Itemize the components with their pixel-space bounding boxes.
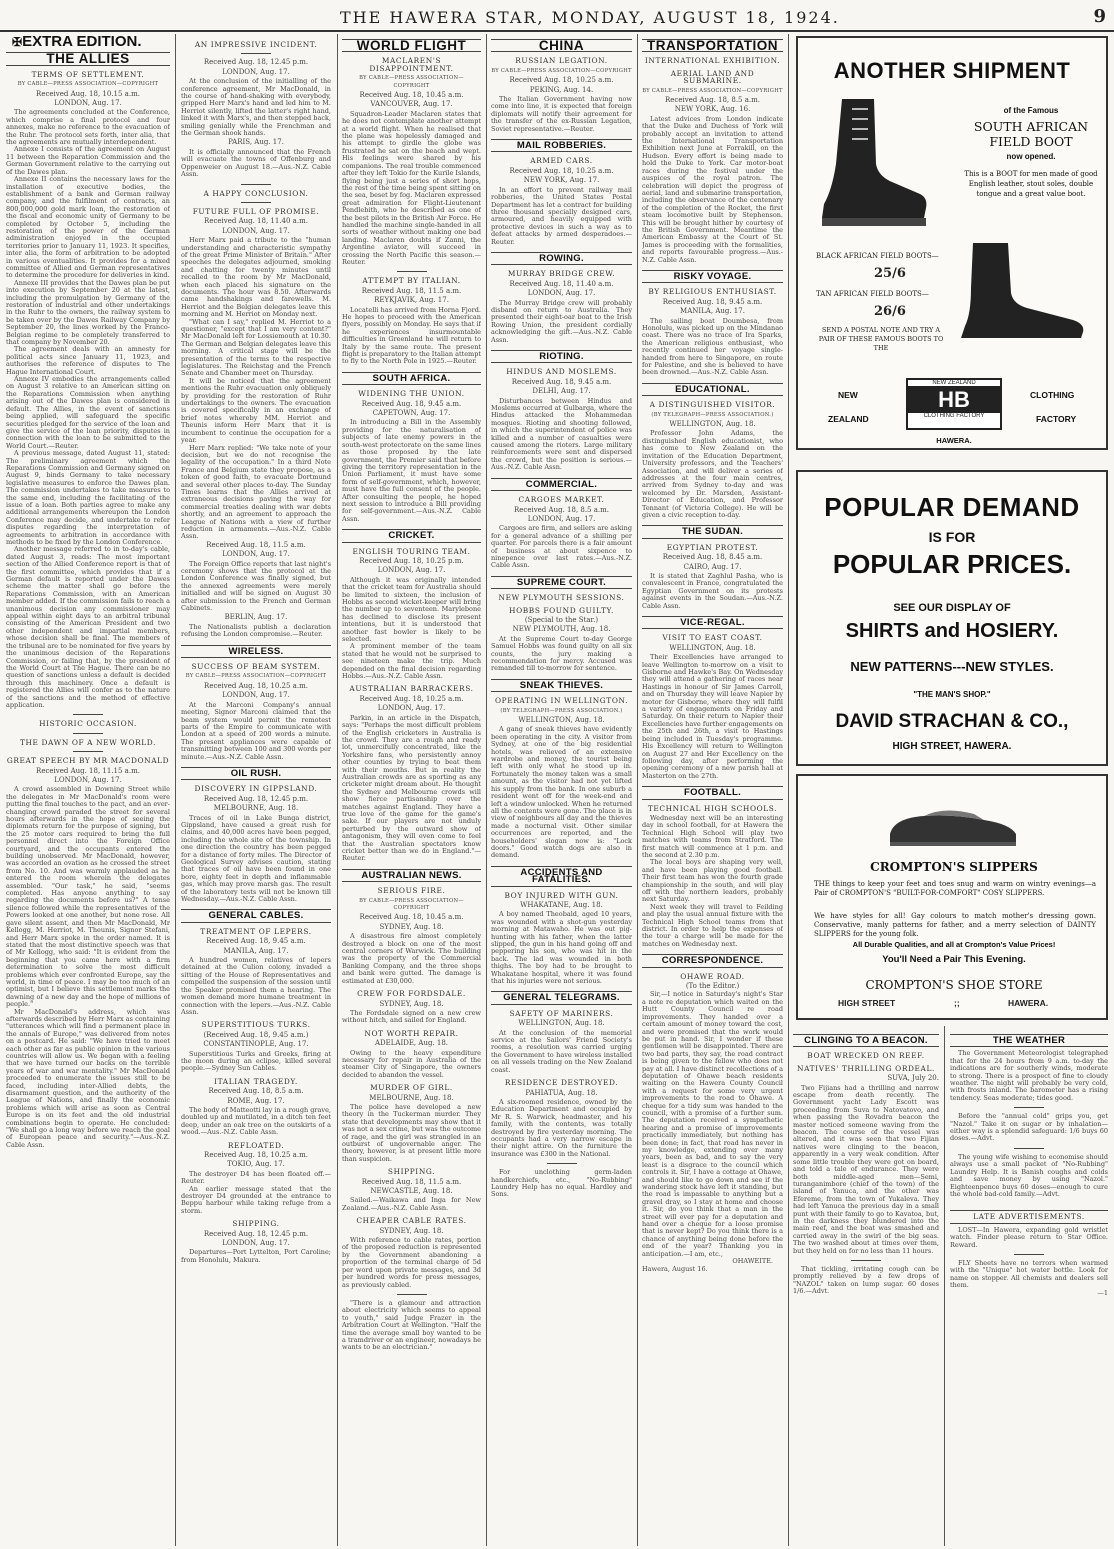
- paragraph: In an effort to prevent railway mail robberies, the United States Postal Department has let a contract for building three thousand specially designed cars, armoured, and heavily equipped with protective devices in such a way as to defeat attacks by armed desperadoes.—Reuter.: [491, 185, 632, 246]
- received: Received Aug. 18, 12.45 p.m.: [203, 58, 309, 67]
- ad-line: SOUTH AFRICAN: [973, 119, 1089, 134]
- paragraph: Annexe II contains the necessary laws for the installation of executive bodies, the establishment of a bank and German railway company, and the fulfilment of contracts, an 800,000,000 gold mark loan, the restoration of the fiscal and economic unity of Germany to be completed by October 5, including the restoration of the power of the German administration enjoyed in the occupied territories prior to January 11, 1923. It specifies, inter alia, the form of arbitration to be adopted in various eventualities. It provides for a mixed committee of Allied and German representatives to determine the procedure for deliveries in kind.: [6, 175, 170, 280]
- dateline: PEKING, Aug. 14.: [529, 85, 594, 94]
- subhead: AN IMPRESSIVE INCIDENT.: [194, 40, 318, 49]
- ad-strachan: [796, 470, 1108, 766]
- headline-world-flight: WORLD FLIGHT: [342, 39, 481, 52]
- divider: [1014, 1107, 1044, 1108]
- received: Received Aug. 18, 11.40 a.m.: [204, 217, 308, 226]
- column-3: [342, 36, 481, 1544]
- paragraph: A gang of sneak thieves have evidently been operating in the city. A visitor from Sydney, at one of the big residential hotels, was relieved of an extensive wardrobe and money, the tourist being left with only what he stood up in. Fortunately the money taken was a small amount, as the visitor had not yet lifted his supply from the bank. In one suburb a resident went off for the week-end and left a window unlocked. When he returned all the contents were gone. The place is in view of neighbours all day and the thieves made a nocturnal visit. Other similar occurrences are reported, and the householders' slogan now is: "Lock doors." Good watch dogs are also in demand.: [491, 725, 632, 860]
- dateline: LONDON, Aug. 17.: [222, 67, 290, 76]
- ad-line: This is a BOOT for men made of good English leather, stout soles, double tongue and a great value boot.: [964, 170, 1098, 198]
- section-heading: SOUTH AFRICA.: [342, 372, 481, 385]
- divider: [851, 1260, 881, 1261]
- paragraph: Superstitious Turks and Greeks, firing at the moon during an eclipse, killed several people.—Sydney Sun Cables.: [181, 1049, 331, 1073]
- subhead: SHIPPING.: [387, 1167, 436, 1177]
- subhead: DISCOVERY IN GIPPSLAND.: [194, 784, 318, 794]
- received: Received Aug. 18, 8.45 a.m.: [662, 553, 763, 562]
- subhead: RUSSIAN LEGATION.: [515, 56, 608, 66]
- dateline: WHAKATANE, Aug. 18.: [520, 900, 603, 909]
- ad-line: NEW PATTERNS---NEW STYLES.: [850, 659, 1054, 674]
- column-2: [181, 36, 331, 1544]
- dateline: WELLINGTON, Aug. 18.: [669, 420, 756, 429]
- paragraph: A crowd assembled in Downing Street while the delegates in Mr MacDonald's room were putting the final touches to the pact, and an ever-changing crowd paraded the street for several hours afterwards in the hope of seeing the diplomats return for the purpose of signing, but the 25 motor cars required to bring the full personnel direct into the Foreign Office courtyard, and the occupants entered the building unobserved. Mr MacDonald, however, was accorded an ovation as he crossed the street from No. 10. And was warmly applauded as he entered the room wherein the delegates assembled. "Our task," he said, "seems completed. Has anyone anything to say regarding the documents before us?" A tense silence followed while the representatives of the Powers looked at one another, but none rose. All gave silent assent, and then Mr MacDonald, Mr Kellogg, M. Herriot, M. Theunis, Signor Stefani, and Herr Marx spoke in the order named. It is stated that the most distinctive speech was that of Mr Kellogg, who said: "It is evident from the beginning that you came here with a firm determination to solve the most difficult problems which ever confronted Europe, say the world, in time of peace. I may be too much of an optimist, but I believe this settlement marks the dawning of a new day and the hope of millions of people.": [6, 785, 170, 1009]
- logo-text: NEW ZEALAND: [908, 380, 1000, 387]
- ad-line: NEW: [838, 390, 858, 400]
- logo-text: HB: [908, 387, 1000, 413]
- paragraph: The Italian Government having now come into line, it is expected that foreign diplomats will notify their agreement for the transfer of the ex-Russian Legation, Soviet representative.—Reuter.: [491, 95, 632, 133]
- subhead: AUSTRALIAN BARRACKERS.: [349, 684, 474, 694]
- ad-line: POPULAR DEMAND: [824, 492, 1080, 522]
- paragraph: Mr MacDonald's address, which was afterwards described by Herr Marx as containing "utterances which will find a permanent place in the annals of Europe," was delivered from notes on a postcard. He said: "We have tried to meet each other as far as public opinion in the various countries will allow us. We began with a feeling that we have turned our backs on the terrible years of war and war mentality." Mr MacDonald proceeded to enumerate the issues still to be faced, including inter-Allied debts, the disarmament question, and the authority of the League of Nations, and finally the economic problems which will arise as soon as Central Europe is on its feet and the old industrial combinations begin to operate. He concluded: "We shall go a long way before we reach the goal of European peace and security."—Aus.-N.Z. Cable Assn.: [6, 1007, 170, 1149]
- credit: (BY TELEGRAPH—PRESS ASSOCIATION.): [500, 707, 623, 714]
- dateline: LONDON, Aug. 17.: [222, 691, 290, 700]
- masthead: [0, 0, 1114, 32]
- paragraph: Herr Marx replied: "We take note of your decision, but we do not recognise the legality of the occupation." In a third Note France and Belgium state they propose, as a token of good faith, to evacuate Dortmund and several other places to-day. The Sunday Times learns that the Allies arrived at extraneous decisions paving the way for commercial treaties dealing with war debts shortly, and an agreement to approach the League of Nations with a view of further reduction in armaments.—Aus.-N.Z. Cable Assn.: [181, 443, 331, 541]
- credit: BY CABLE—PRESS ASSOCIATION—COPYRIGHT: [359, 75, 464, 89]
- subhead: OHAWE ROAD.: [680, 971, 745, 981]
- extra-edition: ✠EXTRA EDITION.: [12, 36, 142, 50]
- dateline: NEW YORK, Aug. 17.: [523, 176, 600, 185]
- section-heading: ROWING.: [491, 252, 632, 265]
- dateline: CAPETOWN, Aug. 17.: [372, 409, 451, 418]
- credit: BY CABLE—PRESS ASSOCIATION—COPYRIGHT: [17, 81, 159, 88]
- column-4: [491, 36, 632, 1544]
- masthead-title: THE HAWERA STAR, MONDAY, AUGUST 18, 1924.: [340, 8, 840, 27]
- received: Received Aug. 18, 9.45 a.m.: [662, 297, 763, 306]
- received: Received Aug. 18, 10.25 a.m.: [359, 694, 464, 703]
- received: Received Aug. 18, 10.15 a.m.: [36, 89, 140, 98]
- section-heading: GENERAL TELEGRAMS.: [491, 991, 632, 1004]
- subhead: BY RELIGIOUS ENTHUSIAST.: [648, 287, 777, 297]
- dateline: LONDON, Aug. 17.: [54, 99, 122, 108]
- subhead: CREW FOR FORDSDALE.: [357, 989, 466, 999]
- dateline: LONDON, Aug. 17.: [222, 1239, 290, 1248]
- paragraph: A previous message, dated August 11, stated: The preliminary agreement which the Reparations Commission and Germany signed on August 9, binds Germany to take necessary legislative measures to enforce the Dawes plan. The commission undertakes to take measures to the same end, including the facilitating of the issue of a loan. Both parties agree to make any additional arrangements whereupon the London Conference may decide, and undertake to refer disputes regarding the interpretation of agreements to arbitration in accordance with methods to be fixed by the London Conference.: [6, 449, 170, 546]
- ad-line: ;;: [954, 998, 960, 1008]
- paragraph: Disturbances between Hindus and Moslems occurred at Gulbarga, where the Hindus attacked the Mohammedan mosques. Rioting and shooting followed, in which the superintendent of police was killed and a number of casualties were caused among the rioters. Large military reinforcements were sent and dispersed the crowd, but the position is serious.—Aus.-N.Z. Cable Assn.: [491, 396, 632, 472]
- paragraph: With reference to cable rates, portion of the proposed reduction is represented by the Government abandoning a proportion of the terminal charge of 5d per word upon private messages, and 3d per hundred words for press messages, as previously cabled.: [342, 1236, 481, 1289]
- credit: BY CABLE—PRESS ASSOCIATION—COPYRIGHT: [185, 673, 327, 680]
- paragraph: At the conclusion of the memorial service at the Sailors' Friend Society's rooms, a resolution was carried urging the Government to have wireless installed on all vessels trading on the New Zealand coast.: [491, 1028, 632, 1074]
- dateline: CONSTANTINOPLE, Aug. 17.: [203, 1040, 309, 1049]
- ad-title: ANOTHER SHIPMENT: [833, 58, 1071, 83]
- received: Received Aug. 18, 8.5 a.m.: [665, 96, 760, 105]
- subhead: RESIDENCE DESTROYED.: [504, 1078, 619, 1088]
- paragraph: "There is a glamour and attraction about electricity which seems to appeal to youth," said Judge Frazer in the Arbitration Court at Wellington. "Half the time the average small boy wanted to be a tramdriver or an engineer, nowadays he wants to be an electrician.": [342, 1298, 481, 1352]
- ad-line: ZEALAND: [828, 414, 869, 424]
- subhead: SERIOUS FIRE.: [377, 886, 446, 896]
- subhead: HISTORIC OCCASION.: [39, 719, 137, 729]
- dateline: CAIRO, Aug. 17.: [683, 562, 742, 571]
- received: Received Aug. 18, 9.45 a.m.: [511, 377, 612, 386]
- ad-line: THE things to keep your feet and toes snug and warm on wintry evenings—a Pair of CROMPTON'S "BUILT-FOR-COMFORT" COSY SLIPPERS.: [814, 880, 1096, 897]
- divider: [1014, 1254, 1044, 1255]
- slipper-icon: [884, 794, 1024, 850]
- paragraph: Two Fijians had a thrilling and narrow escape from death recently. The Government yacht Lady Escott was proceeding from Suva to Natovatovo, and when passing the Rovadra beacon the master noticed someone waving from the beacon. The course of the vessel was altered, and it was seen that two Fijian natives were clinging to the beacon, apparently in a very weak condition. After some little trouble they were got on board, and told a tale of endurance. They were both middle-aged men—Semi, turanganimbore (chief of the town) of the island of Yanuca, and the other was Efereme, from the town of Yukaleva. They had left Yanuca the previous day in a small punt with their family to go to Kavatoa, but, in the darkness they blundered into the main reef, and the boat was smashed and carried away in the swirl of the big seas. The two washed about at times over them, but they held on for no less than 11 hours.: [793, 1083, 939, 1255]
- dateline: MELBOURNE, Aug. 18.: [369, 1093, 454, 1102]
- ad-crompton: [796, 774, 1108, 1020]
- dateline: LONDON, Aug. 17.: [54, 775, 122, 784]
- dateline: LONDON, Aug. 17.: [377, 566, 446, 575]
- paragraph: In introducing a Bill in the Assembly providing for the naturalisation of subjects of late enemy powers in the south-west protectorate on the same lines as those proposed by the late government, the Premier said that before giving the territory representation in the Union Parliament, it must have some form of self-government, which, however, must have the full consent of the people. After consulting the people, he hoped next session to introduce a Bill providing for self-government.—Aus.-N.Z. Cable Assn.: [342, 418, 481, 523]
- paragraph: Although it was originally intended that the cricket team for Australia should be limited to sixteen, the inclusion of Hobbs as second wicket-keeper will bring the number up to seventeen. Marylebone has declined to disclose its present intentions, but it is understood that another fast bowler is likely to be selected.: [342, 575, 481, 644]
- subhead: ATTEMPT BY ITALIAN.: [362, 276, 461, 286]
- paragraph: A hundred women, relatives of lepers detained at the Culion colony, invaded a sitting of the House of Representatives and compelled the suspension of the session until the Speaker promised them a hearing. The women demand more humane treatment in connection with the lepers.—Aus.-N.Z. Cable Assn.: [181, 956, 331, 1016]
- paragraph: The agreements concluded at the Conference, which comprise a final protocol and four annexes, make no reference to the evacuation of the Ruhr. The protocol sets forth, inter alia, that the agreements are mutually interdependent.: [6, 108, 170, 147]
- ad-line: SHIRTS and HOSIERY.: [845, 620, 1059, 642]
- received: Received Aug. 18, 8.5 a.m.: [514, 505, 609, 514]
- logo-text: CLOTHING FACTORY: [923, 413, 985, 419]
- location: Hawera, August 16.: [642, 1264, 708, 1273]
- paragraph: Annexe III provides that the Dawes plan be put into execution by September 20 at the latest, including the promulgation by Germany of the restoration of industrial and other undertakings in the Ruhr to the owners, the railway system to be taken over by the Dawes Railway Company by September 20, the lines worked by the Franco-Belgian regime to be completely transferred to that company by November 20.: [6, 278, 170, 347]
- section-heading: EDUCATIONAL.: [642, 383, 783, 396]
- ad-price: 26/6: [874, 304, 906, 319]
- paragraph: Wednesday next will be an interesting day in school football, for at Hawera the Technical High School will play two matches with teams from Stratford. The first match will commence at 1 p.m. and the second at 2.30 p.m.: [642, 813, 783, 859]
- received: Received Aug. 18, 10.25 a.m.: [204, 1151, 308, 1159]
- star-icon: ✠: [12, 36, 23, 49]
- paragraph: For unclothing germ-laden handkerchiefs, etc., "No-Rubbing" Laundry Help has no equal. Hardley and Sons.: [491, 1168, 632, 1199]
- paragraph: The Foreign Office reports that last night's ceremony shows that the protocol at the London Conference was finally signed, but the annexed agreements were merely initialled and will be signed on August 30 after submission to the French and German Cabinets.: [181, 559, 331, 613]
- divider: [241, 184, 271, 185]
- divider: [73, 733, 103, 734]
- dateline: SYDNEY, Aug. 18.: [379, 1226, 444, 1235]
- paragraph: Their Excellencies have arranged to leave Wellington to-morrow on a visit to Gisborne and Hawke's Bay. On Wednesday they will attend a gathering of races near Hastings in honour of Sir James Carroll, and on Thursday they will leave Napier by motor for Gisborne, where they will fulfil a variety of engagements on Friday and Saturday. On their return to Napier their Excellencies have further engagements on the 25th and 26th, a visit to Hastings being included in Tuesday's programme. His Excellency will return to Wellington on August 27 and Her Excellency on the following day, after performing the opening ceremony of a new parish hall at Masterton on the 27th.: [642, 653, 783, 780]
- subhead: NATIVES' THRILLING ORDEAL.: [797, 1063, 935, 1073]
- paragraph: Next week they will travel to Feilding and play the usual annual fixture with the Technical High School teams from that district. In order to help the expenses of the tour a charge will be made for the matches on Wednesday next.: [642, 902, 783, 948]
- subhead: WIDENING THE UNION.: [358, 389, 465, 399]
- section-heading: WIRELESS.: [181, 645, 331, 658]
- dateline: PARIS, Aug. 17.: [228, 138, 284, 147]
- section-heading: ACCIDENTS AND FATALITIES.: [491, 866, 632, 887]
- dateline: REYKJAVIK, Aug. 17.: [374, 296, 449, 305]
- subhead: BOAT WRECKED ON REEF.: [807, 1051, 925, 1061]
- column-rule: [637, 34, 638, 1546]
- paragraph: Professor John Adams, the distinguished English educationist, who has come to New Zealand on the invitation of the Education Department, University professors, and the Teachers' Association, and will deliver a series of addresses at the four main centres, arrived from Sydney to-day and was welcomed by Dr. Marsden, Assistant-Director of Education, and Professor Tennant (of Victoria College). He will be given a civic reception to-day.: [642, 429, 783, 519]
- dateline: LONDON, Aug. 17.: [222, 226, 290, 235]
- dateline: WELLINGTON, Aug. 18.: [669, 643, 756, 652]
- received: Received Aug. 18, 11.40 a.m.: [509, 279, 614, 288]
- paragraph: Cargoes are firm, and sellers are asking for a general advance of a shilling per quarter. For parcels there is a fair amount of business at about sixpence to ninepence over last rates.—Aus.-N.Z. Cable Assn.: [491, 524, 632, 570]
- dateline: NEW PLYMOUTH, Aug. 18.: [512, 625, 611, 634]
- subhead: INTERNATIONAL EXHIBITION.: [644, 56, 781, 66]
- headline-allies: THE ALLIES: [6, 52, 170, 65]
- paragraph: The body of Matteotti lay in a rough grave, doubled up and mutilated, in a ditch ten feet deep, under an oak tree on the outskirts of a wood.—Aus.-N.Z. Cable Assn.: [181, 1105, 331, 1137]
- received: Received Aug. 18, 11.5 a.m.: [361, 1177, 462, 1186]
- boot-icon: [812, 94, 932, 234]
- ad-line: "THE MAN'S SHOP.": [913, 690, 991, 699]
- column-rule: [175, 34, 176, 1546]
- paragraph: Sailed.—Waikawa and Inga for New Zealand.—Aus.-N.Z. Cable Assn.: [342, 1196, 481, 1212]
- hb-logo: [906, 378, 1002, 430]
- divider: [397, 271, 427, 272]
- received: Received Aug. 18, 10.45 a.m.: [359, 913, 464, 922]
- classified-ad: FLY Sheets have no terrors when warmed with the "Unique" hot water bottle. Look for name on stopper. All chemists and dealers sell them.: [950, 1258, 1108, 1290]
- section-heading: AUSTRALIAN NEWS.: [342, 869, 481, 882]
- section-heading: SNEAK THIEVES.: [491, 679, 632, 692]
- dateline: LONDON, Aug. 17.: [527, 514, 596, 523]
- section-heading: COMMERCIAL.: [491, 478, 632, 491]
- divider: [73, 751, 103, 752]
- received: Received Aug. 18, 12.45 p.m.: [203, 1229, 309, 1238]
- ad-line: You'll Need a Pair This Evening.: [882, 954, 1026, 965]
- dateline: ROME, Aug. 17.: [227, 1096, 285, 1105]
- slipper-boot-illustration-icon: [953, 238, 1103, 348]
- paragraph: Squadron-Leader Maclaren states that he does not contemplate another attempt at a world flight. When he realised that the plane was hopelessly damaged and his attempt to girdle the globe was frustrated he sat on the beach and wept. His feelings were shared by his companions. The real trouble commenced after they left Tokio for the Kurile Islands, flying being just a series of short hops, the rest of the time being spent sitting on the sea, beset by fog. Maclaren expressed great admiration for Flight-Lieutenant Pendlebith, who he described as one of the best pilots in the British Air Force. He handled the machine single-handed in all sorts of weather without making one bad landing. Maclaren doubts if Zanni, the Argentine aviator, will succeed in crossing the North Pacific this season.—Reuter.: [342, 109, 481, 266]
- subhead: NOT WORTH REPAIR.: [364, 1028, 459, 1038]
- column-6b: [950, 1028, 1108, 1544]
- paragraph: A six-roomed residence, owned by the Education Department and occupied by Mr R. S. Warwick, headmaster, and his family, with the contents, was totally destroyed by fire yesterday morning. The occupants had a very narrow escape in their night attire. On the furniture the insurance was £300 in the National.: [491, 1097, 632, 1158]
- paragraph: Herr Marx paid a tribute to the "human understanding and characteristic sympathy of the great Prime Minister of Britain." After speeches the delegates adjourned, smoking and chatting for twenty minutes until recalled to the room by Mr MacDonald, when each placed his signature on the documents. The hour was 8.50. Afterwards came handshakings and farewells. M. Herriot and the Belgian delegates leave this morning and M. Herriot on Monday next.: [181, 236, 331, 319]
- paragraph: Parkin, in an article in the Dispatch, says: "Perhaps the most difficult problem of the English cricketers in Australia is the crowd. They are a rough and ready lot, unmercifully concentrated, like the Yorkshire fans, who persistently annoy other counties by trying to beat them with their mouths. But in reality the Australian crowds are as sporting as any cricketer might dream about. He thought the Sydney and Melbourne crowds will show fierce partisanship over the matches against England. They have a true love of the game for the game's sake. If our players are not unduly perturbed by the outward show of antagonism, they will even come to feel that the Australian spectators know cricket better than we do in England."—Reuter.: [342, 713, 481, 863]
- section-heading: MAIL ROBBERIES.: [491, 139, 632, 152]
- column-1: [6, 36, 170, 1544]
- received: Received Aug. 18, 11.5 a.m.: [206, 540, 306, 549]
- section-heading: FOOTBALL.: [642, 786, 783, 799]
- subhead: SUPERSTITIOUS TURKS.: [201, 1020, 311, 1030]
- credit: BY CABLE—PRESS ASSOCIATION—COPYRIGHT: [359, 897, 464, 912]
- divider: [547, 1163, 577, 1164]
- paragraph: Locatelli has arrived from Horna Fjord. He hopes to proceed with the American flyers, possibly on Monday. He says that if he experiences insurmountable difficulties in Greenland he will return to Italy by the same route. The present flight is preparatory to the Italian attempt to fly to the North Pole in 1925.—Reuter.: [342, 305, 481, 366]
- section-heading: OIL RUSH.: [181, 767, 331, 780]
- ad-line: FIELD BOOT: [989, 134, 1073, 149]
- paragraph: A disastrous fire almost completely destroyed a block on one of the most central corners of Warwick. The building was the property of the Commercial Banking Company, and the three shops and bank were gutted. The damage is estimated at £30,000.: [342, 932, 481, 985]
- section-heading: CRICKET.: [342, 529, 481, 542]
- paragraph: The Murray Bridge crew will probably disband on return to Australia. They presented their eight-oar boat to the Irish Rowing Union, the president cordially acknowledging the gift.—Aus.-N.Z. Cable Assn.: [491, 298, 632, 344]
- received: Received Aug. 18, 12.45 p.m.: [203, 794, 309, 803]
- ad-line: now opened.: [1006, 152, 1056, 161]
- ad-line: DAVID STRACHAN & CO.,: [835, 711, 1069, 732]
- section-heading: GENERAL CABLES.: [181, 909, 331, 922]
- paragraph: Another message referred to in to-day's cable, dated August 3, reads: The most important section of the Allied Conference report is that of the first committee, which provides that if a German default is reported under the Dawes scheme the matter shall go before the Reparations Commission, with an American member added. If the commission fails to reach a unanimous decision any commissioner may appeal within eight days to an arbitral tribunal consisting of the American President and two other independent and impartial members, whose decision shall be final. The members of the tribunal are to be nominated for five years by the unanimous decision of the Reparations Commission, or failing that, by the president of the World Court at The Hague. There can be no question of sanctions unless a default is decided through this machinery. Once a default is registered the Allies will confer as to the nature of the sanctions and the method of effective application.: [6, 545, 170, 709]
- subhead: ARMED CARS.: [530, 156, 593, 166]
- dateline: VANCOUVER, Aug. 17.: [370, 100, 453, 109]
- ad-line: SEND A POSTAL NOTE AND TRY A PAIR OF THESE FAMOUS BOOTS TO THE: [818, 326, 944, 352]
- divider: [1014, 1148, 1044, 1149]
- paragraph: It will be noticed that the agreement mentions the Ruhr evacuation only obliquely by providing for the restoration of Ruhr undertakings to the owners. The evacuation is covered specifically in an exchange of brief notes whereby MM. Herriot and Theunis inform Herr Marx that it is incumbent to continue the occupation for a year.: [181, 376, 331, 445]
- subhead: FUTURE FULL OF PROMISE.: [192, 206, 320, 216]
- received: Received Aug. 18, 8.5 a.m.: [208, 1087, 304, 1096]
- paragraph: Annexe IV embodies the arrangements called on August 3 relative to an American sitting on the Reparations Commission when anything arising out of the Dawes plan is considered in default. The Allies, in the event of sanctions being applied, will safeguard the specific securities pledged for the service of the loan and give the service of the loan priority, disputes in connection with the loan to be submitted to the World Court.—Reuter.: [6, 375, 170, 450]
- received: Received Aug. 18, 10.25 a.m.: [204, 681, 308, 690]
- ad-boot-text: [956, 106, 1106, 199]
- dateline: NEWCASTLE, Aug. 18.: [370, 1187, 453, 1196]
- headline-china: CHINA: [491, 39, 632, 52]
- column-6a: [793, 1028, 939, 1544]
- dateline: NEW YORK, Aug. 16.: [674, 105, 751, 114]
- paragraph: Departures—Port Lyttelton, Port Caroline; from Honolulu, Makura.: [181, 1248, 331, 1264]
- dateline: LONDON, Aug. 17.: [527, 289, 596, 298]
- credit: BY CABLE—PRESS ASSOCIATION—COPYRIGHT: [491, 67, 632, 74]
- subhead: HINDUS AND MOSLEMS.: [506, 367, 617, 377]
- subhead: TECHNICAL HIGH SCHOOLS.: [647, 803, 778, 813]
- received: (Received Aug. 18, 9.45 a.m.): [203, 1030, 309, 1039]
- subhead: VISIT TO EAST COAST.: [662, 633, 763, 643]
- dateline: BERLIN, Aug. 17.: [224, 613, 288, 622]
- section-heading: SUPREME COURT.: [491, 576, 632, 589]
- ad-line: We have styles for all! Gay colours to match mother's dressing gown. Conservative, manly patterns for father, and a merry selection of DAINTY SLIPPERS for the young folk.: [814, 912, 1096, 938]
- ad-line: FACTORY: [1036, 414, 1077, 424]
- ad-line: CROMPTON'S SHOE STORE: [865, 978, 1043, 992]
- subhead: BOY INJURED WITH GUN.: [504, 890, 619, 900]
- dateline: DELHI, Aug. 17.: [532, 387, 591, 396]
- paragraph: An earlier message stated that the destroyer D4 grounded at the entrance to Beppu harbour while taking refuge from a storm.: [181, 1184, 331, 1215]
- ad-line: HIGH STREET, HAWERA.: [892, 741, 1012, 752]
- paragraph: It is stated that Zaghlul Pasha, who is convalescent in France, congratulated the Egyptian Government on its protests against events in the Soudan.—Aus.-N.Z. Cable Assn.: [642, 571, 783, 610]
- subhead: HOBBS FOUND GUILTY.: [509, 605, 614, 615]
- subhead: AERIAL LAND AND SUBMARINE.: [670, 68, 755, 86]
- received: Received Aug. 18, 11.15 a.m.: [36, 766, 140, 775]
- page-number: 9: [1093, 6, 1106, 27]
- column-5: [642, 36, 783, 1544]
- subhead: CHEAPER CABLE RATES.: [356, 1216, 467, 1226]
- section-heading: CORRESPONDENCE.: [642, 954, 783, 967]
- ad-number: —1: [1097, 1288, 1108, 1297]
- paragraph: The Nationalists publish a declaration refusing the London compromise.—Reuter.: [181, 622, 331, 639]
- subhead: A DISTINGUISHED VISITOR.: [649, 400, 776, 410]
- divider: [397, 1294, 427, 1295]
- ad-line: HIGH STREET: [838, 998, 896, 1008]
- column-rule: [486, 34, 487, 1546]
- subhead: NEW PLYMOUTH SESSIONS.: [498, 593, 625, 603]
- section-heading: RISKY VOYAGE.: [642, 270, 783, 283]
- ad-title: CROMPTON'S SLIPPERS: [870, 860, 1038, 874]
- subhead: CARGOES MARKET.: [518, 495, 605, 505]
- paragraph: The local boys are shaping very well, and have been playing good football. Their first team has won the fourth grade championship in the south, and will play off with the northern leaders, probably next Saturday.: [642, 858, 783, 904]
- subhead: SUCCESS OF BEAM SYSTEM.: [191, 662, 321, 672]
- paragraph: The destroyer D4 has been floated off.—Reuter.: [181, 1169, 331, 1186]
- section-heading: THE SUDAN.: [642, 525, 783, 538]
- received: Received Aug. 18, 10.25 p.m.: [359, 556, 464, 565]
- received: Received Aug. 18, 10.45 a.m.: [359, 91, 464, 100]
- signature: OHAWEITE.: [732, 1257, 773, 1266]
- paragraph: The young wife wishing to economise should always use a small packet of "No-Rubbing" Laundry Help. It is Banish coughs and colds and save money by using "Nazol." Eighteenpence buys 60 doses—enough to cure the whole bad-cold family.—Advt.: [950, 1152, 1108, 1198]
- note: (Special to the Star.): [524, 615, 599, 624]
- received: Received Aug. 18, 9.45 a.m.: [361, 399, 462, 408]
- section-heading: CLINGING TO A BEACON.: [793, 1034, 939, 1047]
- dateline: MANILA, Aug. 17.: [680, 307, 745, 316]
- headline-transportation: TRANSPORTATION: [642, 39, 783, 52]
- subhead: GREAT SPEECH BY MR MACDONALD: [6, 756, 170, 766]
- paragraph: The agreement deals with an amnesty for political acts since January 11, 1923, and authorises the reference of disputes to The Hague International Court.: [6, 345, 170, 376]
- subhead: THE DAWN OF A NEW WORLD.: [19, 737, 157, 747]
- paragraph: It is officially announced that the French will evacuate the towns of Offenburg and Oppenweier on August 18.—Aus.-N.Z. Cable Assn.: [181, 147, 331, 179]
- dateline: TOKIO, Aug. 17.: [227, 1160, 285, 1169]
- received: Received Aug. 18, 11.5 a.m.: [361, 286, 462, 295]
- ad-line: All Durable Qualities, and all at Crompton's Value Prices!: [852, 940, 1056, 949]
- ad-price: 25/6: [874, 266, 906, 281]
- subhead: A HAPPY CONCLUSION.: [203, 188, 309, 198]
- received: Received Aug. 18, 10.25 a.m.: [509, 76, 614, 85]
- paragraph: At the Supreme Court to-day George Samuel Hobbs was found guilty on all six counts, the jury making a recommendation for mercy. Accused was remanded till to-morrow for sentence.: [491, 634, 632, 673]
- subhead: TREATMENT OF LEPERS.: [200, 926, 312, 936]
- paragraph: At the Marconi Company's annual meeting, Signor Marconi claimed that the beam system would permit the remotest parts of the Empire to communicate with London at a speed of 200 words a minute. The present appliances were capable of transmitting between 100 and 300 words per minute.—Aus.-N.Z. Cable Assn.: [181, 700, 331, 761]
- paragraph: At the conclusion of the initialling of the conference agreement, Mr MacDonald, in the course of hand-shaking with everybody, gripped Herr Marx's hand and led him to M. Herriot silently, lifted the latter's right hand, linked it with Marx's, and then stepped back, smiling genially while the Frenchman and the German shook hands.: [181, 77, 331, 138]
- received: Received Aug. 18, 10.25 a.m.: [509, 166, 614, 175]
- subhead: MACLAREN'S DISAPPOINTMENT.: [369, 56, 454, 73]
- section-heading: VICE-REGAL.: [642, 616, 783, 629]
- subhead: OPERATING IN WELLINGTON.: [494, 696, 629, 706]
- classified-ad: LOST—In Hawera, expanding gold wristlet watch. Finder please return to Star Office. Reward.: [950, 1225, 1108, 1249]
- column-rule: [337, 34, 338, 1546]
- ad-line: HAWERA.: [936, 436, 972, 445]
- subhead: ENGLISH TOURING TEAM.: [352, 546, 471, 556]
- dateline: SUVA, July 20.: [887, 1074, 939, 1083]
- paragraph: Annexe I consists of the agreement on August 11 between the Reparation Commission and the German Government relative to the carrying out of the Dawes plan.: [6, 145, 170, 176]
- paragraph: A prominent member of the team stated that he would not be surprised to see nineteen make the trip. Much depended on the final decision regarding Hobbs.—Aus.-N.Z. Cable Assn.: [342, 642, 481, 681]
- received: Received Aug. 18, 9.45 a.m.: [206, 937, 306, 946]
- subhead: SAFETY OF MARINERS.: [509, 1008, 614, 1018]
- ad-line: HAWERA.: [1008, 998, 1049, 1008]
- subhead: SHIPPING.: [232, 1219, 280, 1229]
- dateline: WELLINGTON, Aug. 18.: [518, 1019, 605, 1028]
- paragraph: Sir,—I notice in Saturday's night's Star a note re deputation which waited on the Hutt County Council re road improvements. They handed over a certain amount of money toward the cost, and were promised that the work would be put in hand. Sir, I wonder if these gentlemen will be disappointed. There are two bad parts, they say, the road contract is being given to the fellow who does not pay at all. I have distinct recollections of a deputation of Ohawe beach residents waiting on the Hawera County Council with a request for some very urgent improvements to the road to Ohawe. A cheque for a tidy sum was handed to the council, with a promise of a further sum. The deputation received a sympathetic hearing and a promise of improvements practically immediately, but nothing has been done; in fact, that road has never in my knowledge, extending over many years, been as bad, and to say the very least is a disgrace to the council which controls it. Sir, I have a cottage at Ohawe, and should like to go down and see if the wandering stock have left it standing, but the road is impassable to anything but a gravel dray, so I stay at home and choose it. Sir, do you think that a man in the street will ever pay for a deputation and hand over a cheque for a loose promise that is never kept? Do you think there is a chance of anything being done before the end of the year? Thanking you in anticipation.—I am, etc.,: [642, 990, 783, 1258]
- dateline: ADELAIDE, Aug. 18.: [374, 1039, 449, 1048]
- divider: [73, 714, 103, 715]
- subhead: REFLOATED.: [227, 1140, 285, 1150]
- paragraph: "What can I say," replied M. Herriot to a questioner, "except that I am very content?" Mr MacDonald left for Lossiemouth at 10.30. The German and Belgian delegates leave this morning. A critical stage will be the presentation of the terms to the respective legislatures. The Reichstag and the French Senate and Chamber meet on Thursday.: [181, 317, 331, 378]
- dateline: MELBOURNE, Aug. 18.: [213, 804, 299, 813]
- paragraph: Traces of oil in Lake Bunga district, Gippsland, have caused a great rush for claims, and 40,000 acres have been pegged, including the whole site of the township. In one direction the country has been pegged for a distance of forty miles. The Director of Geological Survey advises caution, stating that traces of oil have been found in one bore, eighty feet in depth and inflammable gas, which may prove marsh gas. The result of the laboratory tests will not be known till Wednesday.—Aus.-N.Z. Cable Assn.: [181, 813, 331, 904]
- credit: BY CABLE—PRESS ASSOCIATION—COPYRIGHT: [642, 87, 783, 94]
- section-heading: RIOTING.: [491, 350, 632, 363]
- ad-line: CLOTHING: [1030, 390, 1075, 400]
- ad-field-boot: [796, 36, 1108, 450]
- section-heading: THE WEATHER: [950, 1034, 1108, 1047]
- credit: (BY TELEGRAPH—PRESS ASSOCIATION.): [651, 411, 774, 418]
- paragraph: A boy named Theobald, aged 10 years, was wounded with a shot-gun yesterday morning at Matawaho. He was out pig-hunting with his father, when the latter slipped, the gun in his hand going off and peppering his son, who was hit in the back. The lad was wounded in both thighs. The boy had to be brought to Whakatane hospital, where it was found that his injuries were not serious.: [491, 910, 632, 986]
- dateline: LONDON, Aug. 17.: [377, 704, 446, 713]
- ad-price-label: BLACK AFRICAN FIELD BOOTS—: [816, 252, 939, 260]
- ad-line: IS FOR: [928, 529, 976, 545]
- dateline: SYDNEY, Aug. 18.: [379, 999, 444, 1008]
- column-rule: [788, 34, 789, 1546]
- paragraph: The Fordsdale signed on a new crew without hitch, and sailed for England.: [342, 1008, 481, 1025]
- ad-line: POPULAR PRICES.: [832, 549, 1072, 579]
- paragraph: The police have developed a new theory in the Tuckerman murder. They state that developments may show that it was not a sex crime, but was the outcome of rage, and the girl was strangled in an outburst of ungovernable anger. The theory, however, is at present little more than suspicion.: [342, 1102, 481, 1163]
- paragraph: Owing to the heavy expenditure necessary for repair in Australia of the steamer City of Singapore, the owners decided to abandon the vessel.: [342, 1048, 481, 1079]
- ad-line: SEE OUR DISPLAY OF: [893, 602, 1011, 614]
- divider: [241, 202, 271, 203]
- paragraph: The Government Meteorologist telegraphed that for the 24 hours from 9 a.m. to-day the indications are for southerly winds, moderate to strong. There is a prospect of fine to cloudy weather. The night will probably be very cold, with frosts inland. The barometer has a rising tendency. Seas moderate; tides good.: [950, 1049, 1108, 1102]
- paragraph: Latest advices from London indicate that the Duke and Duchess of York will probably accept an invitation to attend the International Transportation Exhibition next June at Forrakill, on the Hudson. Every effort is being made to hold the Duke to York. Car motor-boat races during the festival under the auspices of the royal patron. The celebration will depict the progress of aerial, land and submarine transportation, including the observance of the centenary of the completion of the Rocket, the first steam locomotive built by Stephenson. This will be brought hither by courtesy of the British Government. Meantime the American Embassy at the Court of St. James is proceeding with the formalities, and reports favourable progress.—Aus.-N.Z. Cable Assn.: [642, 114, 783, 264]
- subhead: EGYPTIAN PROTEST.: [666, 542, 759, 552]
- paragraph: Before the "annual cold" grips you, get "Nazol." Take it on sugar or by inhalation—either way is a splendid safeguard: 1/6 buys 60 doses.—Advt.: [950, 1112, 1108, 1143]
- subhead: TERMS OF SETTLEMENT.: [31, 69, 145, 79]
- divider: [241, 53, 271, 54]
- subhead: LATE ADVERTISEMENTS.: [950, 1210, 1108, 1223]
- dateline: LONDON, Aug. 17.: [222, 550, 290, 559]
- dateline: MANILA, Aug. 17.: [223, 946, 289, 955]
- dateline: WELLINGTON, Aug. 18.: [518, 716, 605, 725]
- note: (To the Editor.): [685, 982, 740, 991]
- subhead: MURDER OF GIRL.: [370, 1083, 453, 1093]
- dateline: PAHIATUA, Aug. 18.: [525, 1088, 598, 1097]
- paragraph: That tickling, irritating cough can be promptly relieved by a few drops of "NAZOL" taken on lump sugar. 60 doses 1/6.—Advt.: [793, 1264, 939, 1296]
- ad-line: of the Famous: [1003, 106, 1059, 115]
- subhead: MURRAY BRIDGE CREW.: [507, 269, 616, 279]
- dateline: SYDNEY, Aug. 18.: [379, 922, 444, 931]
- ad-price-label: TAN AFRICAN FIELD BOOTS—: [816, 290, 929, 298]
- subhead: ITALIAN TRAGEDY.: [214, 1076, 298, 1086]
- column-rule: [944, 1026, 945, 1546]
- paragraph: The sailing boat Doumbesa, from Honolulu, was picked up on the Mindanao coast. There was no trace of Ira Sparks, the American religious enthusiast, who recently continued her voyage single-handed from here to Singapore, en route for Palestine, and she is believed to have been drowned.—Aus.-N.Z. Cable Assn.: [642, 316, 783, 377]
